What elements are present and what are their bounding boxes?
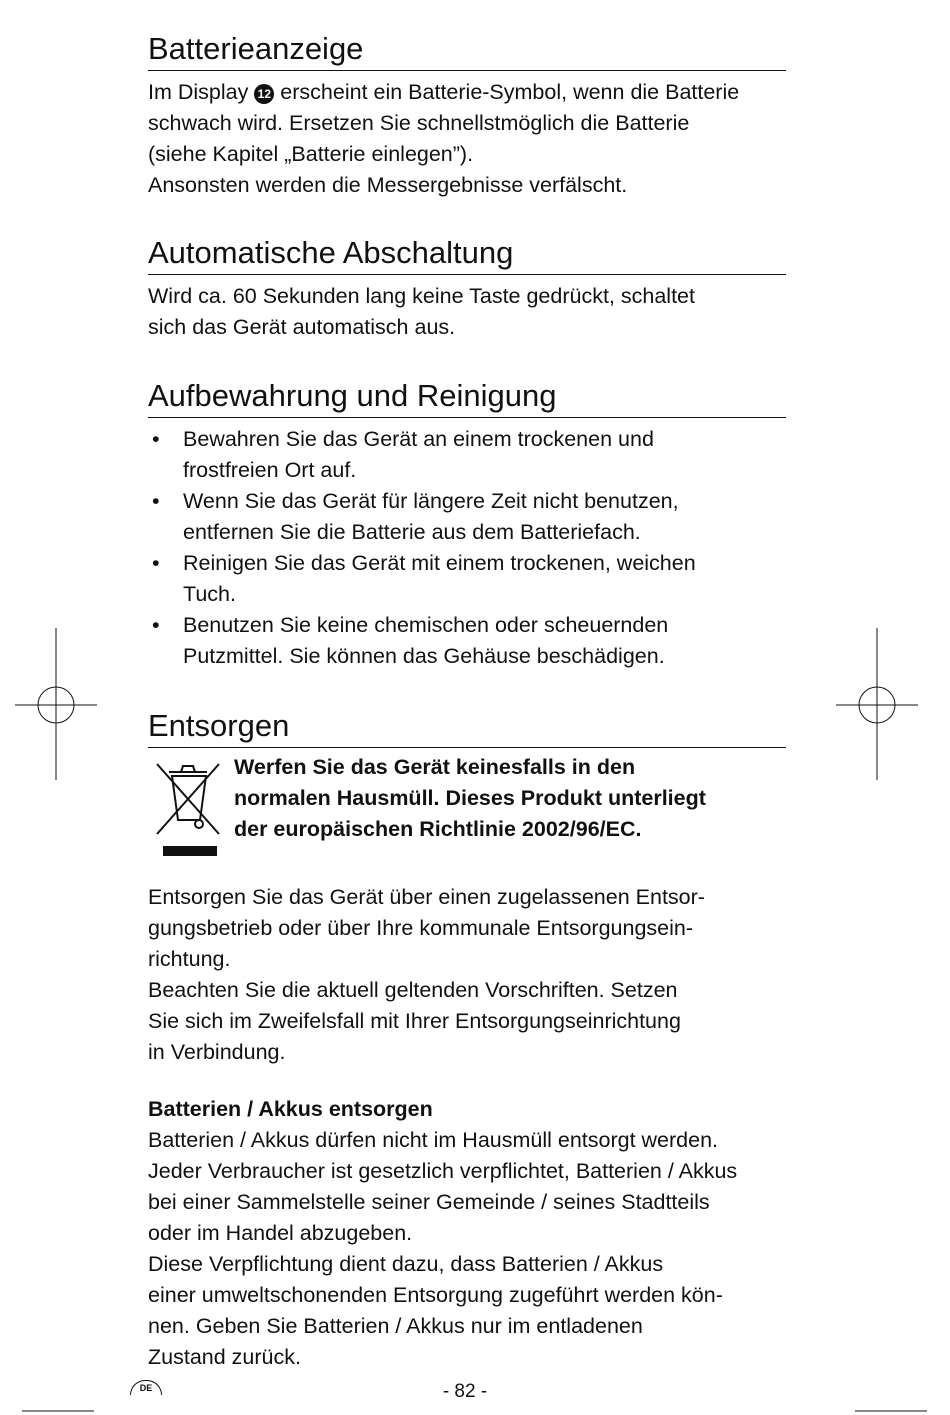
paragraph-line: Wird ca. 60 Sekunden lang keine Taste gedrückt, schaltet bbox=[148, 284, 695, 308]
warning-line: der europäischen Richtlinie 2002/96/EC. bbox=[234, 817, 642, 841]
paragraph-line: oder im Handel abzugeben. bbox=[148, 1221, 413, 1245]
paragraph-line: richtung. bbox=[148, 947, 231, 971]
trim-line bbox=[0, 1408, 950, 1414]
list-item bbox=[148, 486, 786, 548]
text-span: erscheint ein Batterie-Symbol, wenn die Batterie bbox=[274, 80, 740, 104]
paragraph-line bbox=[148, 77, 786, 108]
text-span: frostfreien Ort auf. bbox=[183, 458, 357, 482]
text-span: Reinigen Sie das Gerät mit einem trockenen, weichen bbox=[183, 551, 696, 575]
crop-mark-icon bbox=[836, 628, 918, 780]
paragraph-line: sich das Gerät automatisch aus. bbox=[148, 315, 456, 339]
text-span: Putzmittel. Sie können das Gehäuse beschädigen. bbox=[183, 644, 665, 668]
crop-mark-icon bbox=[15, 628, 97, 780]
section-heading: Entsorgen bbox=[148, 707, 786, 748]
section-disposal bbox=[148, 707, 786, 1068]
list-item bbox=[148, 548, 786, 610]
section-battery-disposal bbox=[148, 1094, 786, 1373]
callout-number-badge: 12 bbox=[254, 84, 274, 104]
paragraph-line: gungsbetrieb oder über Ihre kommunale Entsorgungsein- bbox=[148, 916, 693, 940]
list-item bbox=[148, 610, 786, 672]
paragraph-line: bei einer Sammelstelle seiner Gemeinde / seines Stadtteils bbox=[148, 1190, 710, 1214]
subsection-title: Batterien / Akkus entsorgen bbox=[148, 1097, 433, 1121]
bullet-icon: • bbox=[152, 551, 160, 575]
bullet-icon: • bbox=[152, 489, 160, 513]
paragraph-line: in Verbindung. bbox=[148, 1040, 286, 1064]
paragraph-line: Beachten Sie die aktuell geltenden Vorschriften. Setzen bbox=[148, 978, 678, 1002]
section-heading: Automatische Abschaltung bbox=[148, 234, 786, 275]
text-span: Tuch. bbox=[183, 582, 236, 606]
section-auto-off bbox=[148, 234, 786, 343]
paragraph-line: Diese Verpflichtung dient dazu, dass Batterien / Akkus bbox=[148, 1252, 664, 1276]
warning-line: normalen Hausmüll. Dieses Produkt unterliegt bbox=[234, 786, 706, 810]
paragraph-line: Sie sich im Zweifelsfall mit Ihrer Entsorgungseinrichtung bbox=[148, 1009, 681, 1033]
text-span: Benutzen Sie keine chemischen oder scheuernden bbox=[183, 613, 669, 637]
text-span: entfernen Sie die Batterie aus dem Batteriefach. bbox=[183, 520, 641, 544]
paragraph-line: (siehe Kapitel „Batterie einlegen”). bbox=[148, 142, 474, 166]
disposal-warning bbox=[148, 752, 786, 862]
page-number: - 82 - bbox=[442, 1381, 488, 1402]
section-storage-cleaning bbox=[148, 377, 786, 672]
warning-line: Werfen Sie das Gerät keinesfalls in den bbox=[234, 755, 636, 779]
crossed-out-wheelie-bin-icon bbox=[153, 758, 223, 858]
paragraph-line: einer umweltschonenden Entsorgung zugeführt werden kön- bbox=[148, 1283, 723, 1307]
text-span: Bewahren Sie das Gerät an einem trockenen und bbox=[183, 427, 654, 451]
warning-text bbox=[234, 752, 706, 845]
disposal-body bbox=[148, 882, 786, 1068]
paragraph-line: schwach wird. Ersetzen Sie schnellstmöglich die Batterie bbox=[148, 111, 690, 135]
paragraph-line: Jeder Verbraucher ist gesetzlich verpflichtet, Batterien / Akkus bbox=[148, 1159, 738, 1183]
paragraph-line: nen. Geben Sie Batterien / Akkus nur im entladenen bbox=[148, 1314, 643, 1338]
bullet-icon: • bbox=[152, 613, 160, 637]
paragraph-line: Zustand zurück. bbox=[148, 1345, 301, 1369]
section-battery-indicator bbox=[148, 30, 786, 201]
section-heading: Batterieanzeige bbox=[148, 30, 786, 71]
paragraph-line: Ansonsten werden die Messergebnisse verfälscht. bbox=[148, 173, 628, 197]
bullet-icon: • bbox=[152, 427, 160, 451]
section-heading: Aufbewahrung und Reinigung bbox=[148, 377, 786, 418]
bullet-list bbox=[148, 424, 786, 672]
text-span: Wenn Sie das Gerät für längere Zeit nicht benutzen, bbox=[183, 489, 679, 513]
list-item bbox=[148, 424, 786, 486]
language-badge: DE bbox=[130, 1380, 162, 1395]
text-span: Im Display bbox=[148, 80, 255, 104]
paragraph-line: Batterien / Akkus dürfen nicht im Hausmüll entsorgt werden. bbox=[148, 1128, 719, 1152]
paragraph-line: Entsorgen Sie das Gerät über einen zugelassenen Entsor- bbox=[148, 885, 705, 909]
